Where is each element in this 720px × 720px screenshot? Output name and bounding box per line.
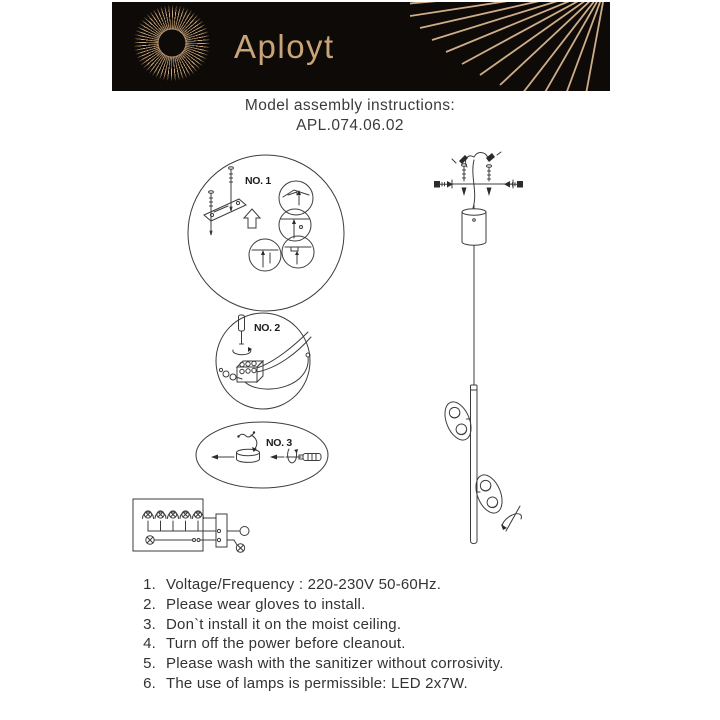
assembly-diagrams [0,140,720,580]
step2-wiring-diagram [216,313,311,409]
step1-detail-1 [279,181,313,215]
item-text: The use of lamps is permissible: LED 2x7W. [166,674,468,692]
logo-center [159,30,186,57]
list-item [132,575,602,595]
model-code: APL.074.06.02 [296,117,404,134]
side-screw-icon [434,181,453,188]
item-number: 3. [143,615,156,633]
screw-icon [229,167,234,211]
banner-rays-decoration [410,2,610,91]
lamp-disc-icon [471,471,507,517]
step3-canopy-diagram [196,422,328,488]
item-text: Don`t install it on the moist ceiling. [166,615,402,633]
instruction-list [132,575,602,694]
terminal-symbols [143,511,204,519]
brand-banner [112,2,610,91]
pendant-lamp-drawing [434,152,523,544]
item-text: Please wear gloves to install. [166,595,366,613]
screwdriver-icon [286,449,321,463]
vertical-screw-icon [487,165,492,196]
list-item [132,615,602,635]
list-item [132,595,602,615]
lamp-symbol-icon [146,536,154,544]
item-number: 2. [143,595,156,613]
item-number: 5. [143,655,156,673]
item-text: Turn off the power before cleanout. [166,635,406,653]
screwdriver-icon [233,315,252,355]
canopy-icon [462,205,486,245]
step1-bracket-diagram [188,155,344,311]
step1-label: NO. 1 [245,175,271,187]
wiring-schematic [133,499,249,552]
item-number: 4. [143,635,156,653]
brand-name: Aployt [234,27,335,65]
list-item [132,654,602,674]
page-title: Model assembly instructions: [244,97,456,114]
lamp-rod [471,385,478,544]
vertical-screw-icon [462,164,467,196]
list-item [132,674,602,694]
step2-label: NO. 2 [254,322,280,334]
lamp-symbol-icon [236,544,244,552]
item-text: Please wash with the sanitizer without corrosivity. [166,655,504,673]
rotate-arrow-icon [501,506,521,531]
up-arrow-icon [244,209,260,228]
step3-label: NO. 3 [266,437,292,449]
starburst-logo-icon [134,5,210,81]
item-text: Voltage/Frequency : 220-230V 50-60Hz. [166,576,442,593]
list-item [132,634,602,654]
item-number: 6. [143,674,156,692]
item-number: 1. [143,576,156,593]
canopy-cup-icon [237,449,260,462]
step1-detail-3 [249,239,281,271]
